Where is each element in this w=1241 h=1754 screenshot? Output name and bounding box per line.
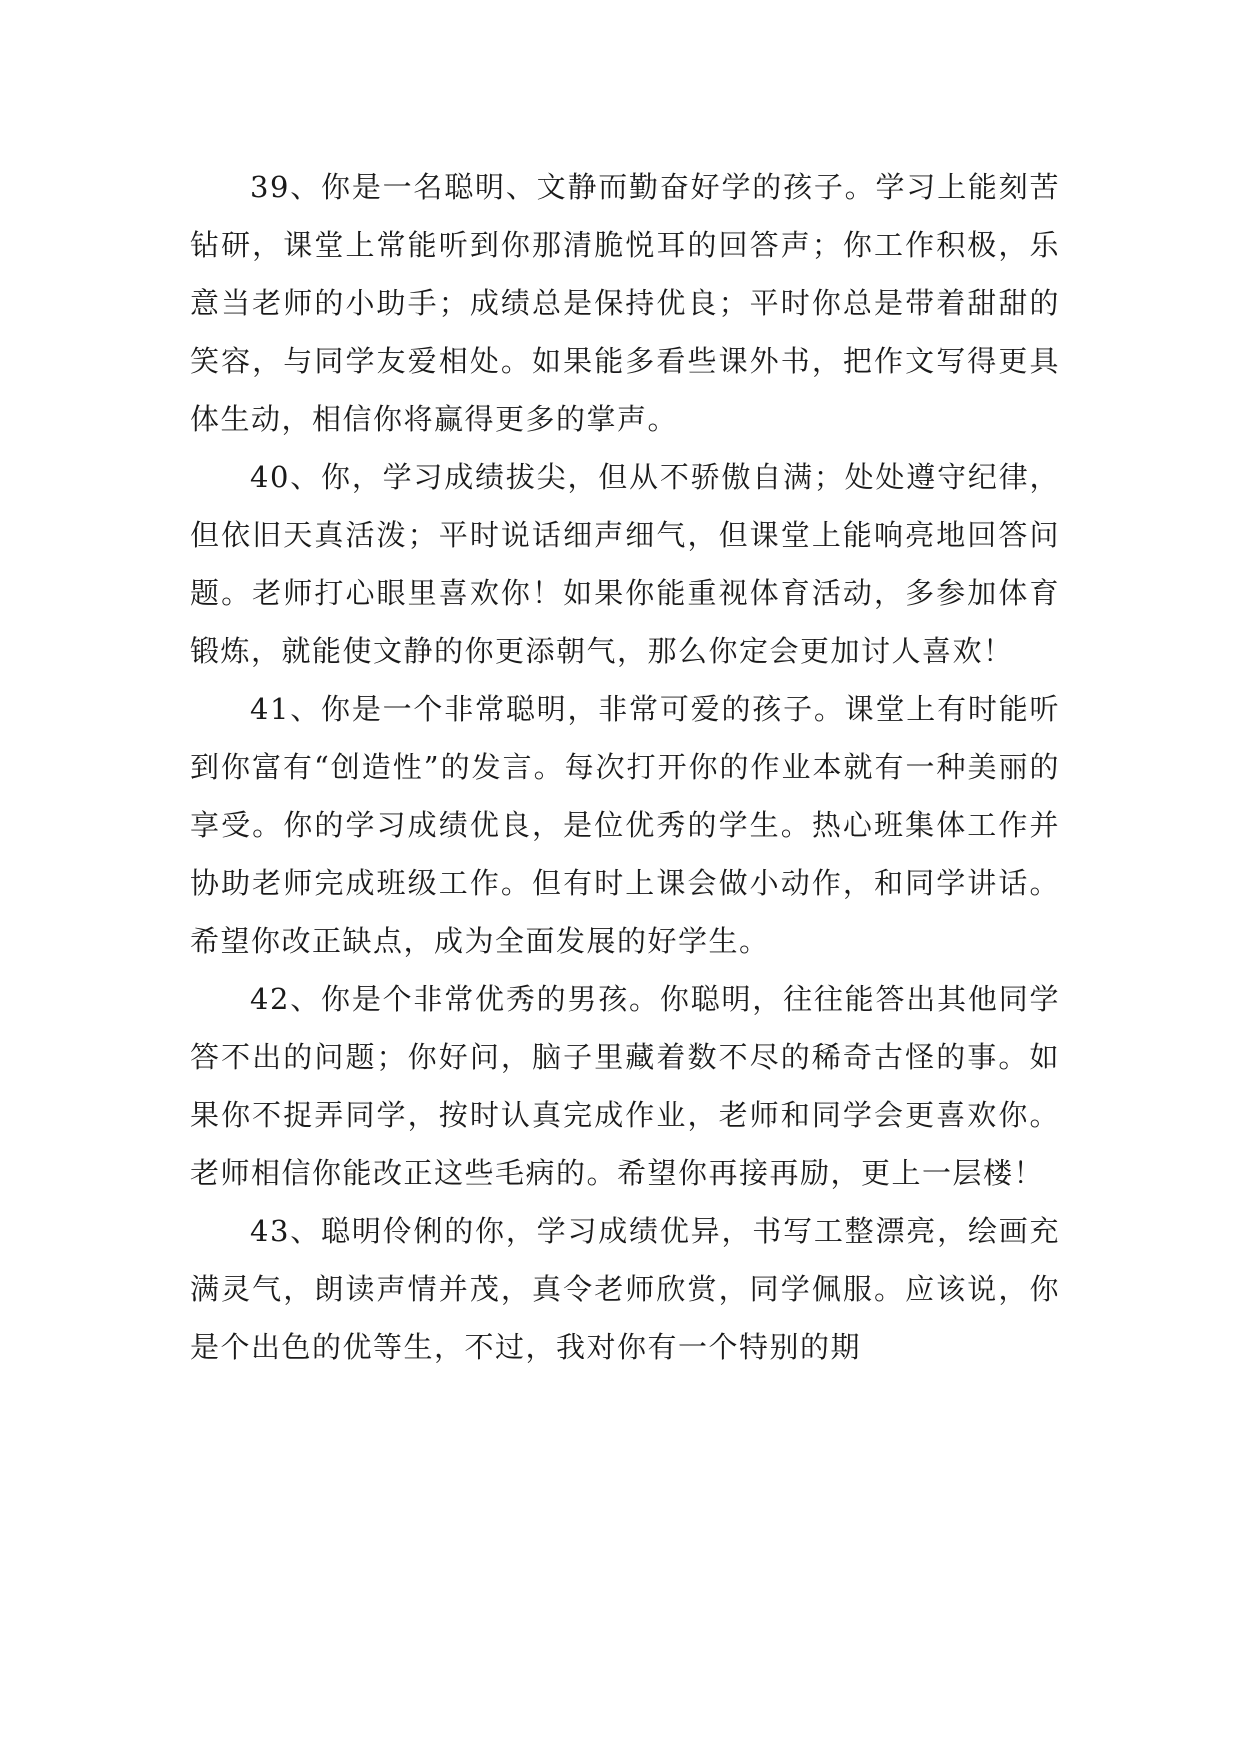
paragraph-43: 43、聪明伶俐的你，学习成绩优异，书写工整漂亮，绘画充满灵气，朗读声情并茂，真令老师欣赏，同学佩服。应该说，你是个出色的优等生，不过，我对你有一个特别的期 xyxy=(190,1214,1060,1364)
paragraph-42: 42、你是个非常优秀的男孩。你聪明，往往能答出其他同学答不出的问题；你好问，脑子里藏着数不尽的稀奇古怪的事。如果你不捉弄同学，按时认真完成作业，老师和同学会更喜欢你。老师相信你能改正这些毛病的。希望你再接再励，更上一层楼！ xyxy=(190,982,1060,1190)
paragraph-39: 39、你是一名聪明、文静而勤奋好学的孩子。学习上能刻苦钻研，课堂上常能听到你那清脆悦耳的回答声；你工作积极，乐意当老师的小助手；成绩总是保持优良；平时你总是带着甜甜的笑容，与同学友爱相处。如果能多看些课外书，把作文写得更具体生动，相信你将赢得更多的掌声。 xyxy=(190,170,1060,436)
paragraph-40: 40、你，学习成绩拔尖，但从不骄傲自满；处处遵守纪律，但依旧天真活泼；平时说话细声细气，但课堂上能响亮地回答问题。老师打心眼里喜欢你！如果你能重视体育活动，多参加体育锻炼，就能使文静的你更添朝气，那么你定会更加讨人喜欢！ xyxy=(190,460,1060,668)
paragraph-41: 41、你是一个非常聪明，非常可爱的孩子。课堂上有时能听到你富有“创造性”的发言。每次打开你的作业本就有一种美丽的享受。你的学习成绩优良，是位优秀的学生。热心班集体工作并协助老师完成班级工作。但有时上课会做小动作，和同学讲话。希望你改正缺点，成为全面发展的好学生。 xyxy=(190,692,1060,958)
document-body xyxy=(190,158,1060,1376)
